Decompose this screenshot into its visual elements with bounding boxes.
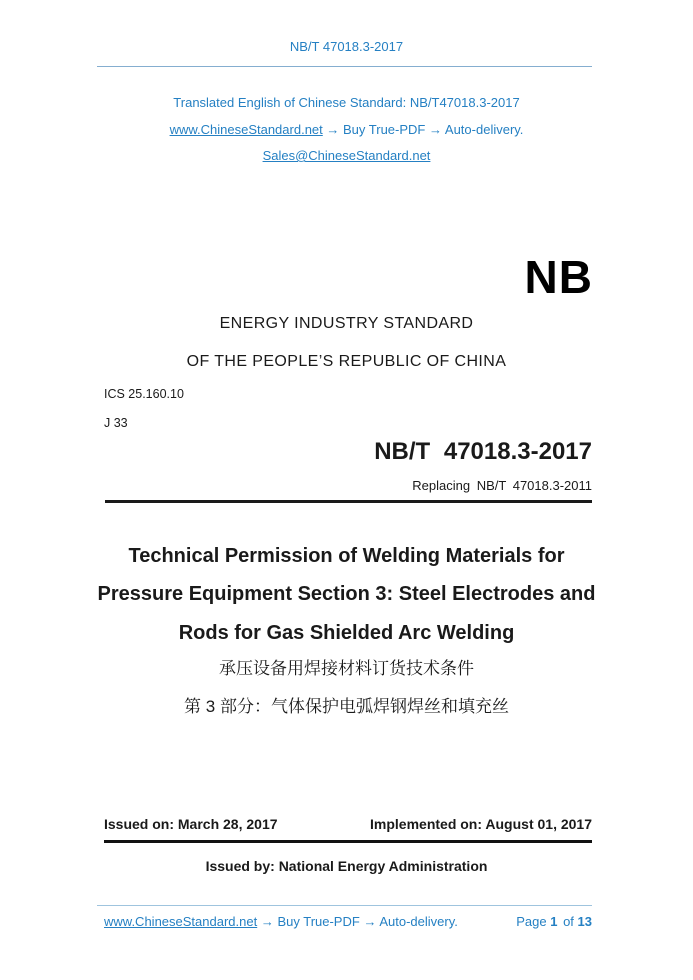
dates-row: [104, 816, 592, 832]
email-link[interactable]: Sales@ChineseStandard.net: [262, 148, 431, 163]
org-title-line1: ENERGY INDUSTRY STANDARD: [219, 315, 474, 332]
arrow-icon: →: [363, 914, 377, 929]
header-divider: [97, 66, 592, 67]
dates-divider: [104, 840, 592, 843]
doc-title-en-line2: Pressure Equipment Section 3: Steel Electrodes and: [97, 583, 596, 605]
arrow-icon: →: [326, 122, 340, 137]
ics-code: ICS 25.160.10: [104, 387, 184, 401]
arrow-icon: →: [429, 122, 442, 137]
banner-email-line: [0, 148, 693, 163]
implemented-on-date: Implemented on: August 01, 2017: [370, 816, 592, 832]
nb-logo: NB: [524, 251, 593, 303]
page-of-label: of: [563, 914, 574, 929]
page-current: 1: [550, 914, 558, 929]
banner-delivery-text: Auto-delivery.: [444, 122, 524, 137]
arrow-icon: →: [260, 914, 274, 929]
website-link[interactable]: www.ChineseStandard.net: [169, 122, 323, 137]
standard-number: NB/T 47018.3-2017: [374, 438, 592, 465]
footer-buy-line: [104, 914, 458, 929]
footer-divider: [97, 905, 592, 906]
doc-title-en-line1: Technical Permission of Welding Materials for: [128, 545, 565, 567]
doc-title-zh-line1: 承压设备用焊接材料订货技术条件: [219, 659, 474, 678]
page-label: Page: [516, 914, 547, 929]
footer-buy-text: Buy True-PDF: [277, 914, 360, 929]
doc-title-en-line3: Rods for Gas Shielded Arc Welding: [178, 622, 515, 644]
page-indicator: [514, 914, 592, 929]
footer-website-link[interactable]: www.ChineseStandard.net: [104, 914, 258, 929]
banner-translated-line: Translated English of Chinese Standard: NB/T47018.3-2017: [173, 95, 520, 110]
footer-delivery-text: Auto-delivery.: [379, 914, 458, 929]
standard-number-divider: [105, 500, 592, 503]
org-title-line2: OF THE PEOPLE’S REPUBLIC OF CHINA: [186, 353, 507, 370]
banner-buy-text: Buy True-PDF: [343, 122, 426, 137]
header-doc-number: NB/T 47018.3-2017: [289, 39, 404, 54]
issued-by-line: Issued by: National Energy Administration: [205, 858, 488, 874]
doc-title-zh-line2: 第 3 部分：气体保护电弧焊钢焊丝和填充丝: [184, 697, 509, 716]
page-total: 13: [577, 914, 592, 929]
footer-row: [104, 914, 592, 929]
issued-on-date: Issued on: March 28, 2017: [104, 816, 278, 832]
replacing-note: Replacing NB/T 47018.3-2011: [412, 478, 592, 493]
classification-code: J 33: [104, 416, 128, 430]
banner-buy-line: [0, 122, 693, 137]
